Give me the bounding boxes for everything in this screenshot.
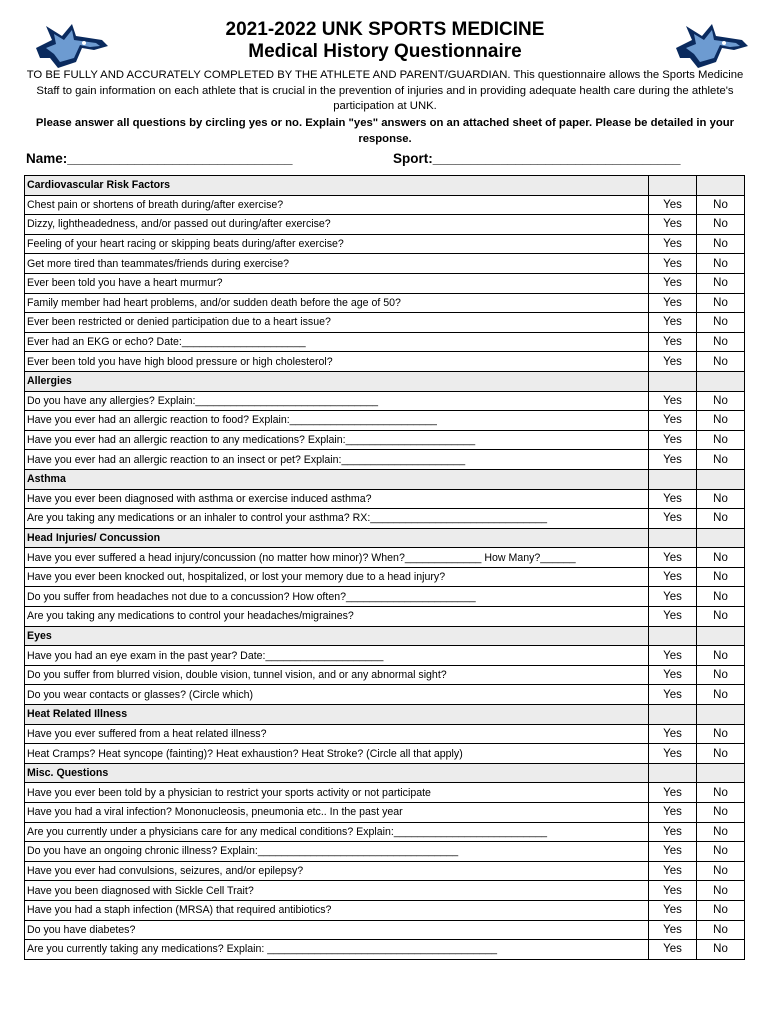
answer-yes[interactable]: Yes bbox=[649, 234, 697, 254]
question-row bbox=[25, 803, 745, 823]
answer-yes[interactable]: Yes bbox=[649, 940, 697, 960]
answer-yes[interactable]: Yes bbox=[649, 665, 697, 685]
question-row bbox=[25, 881, 745, 901]
question-text: Ever been told you have a heart murmur? bbox=[25, 273, 649, 293]
answer-yes[interactable]: Yes bbox=[649, 430, 697, 450]
question-row bbox=[25, 567, 745, 587]
answer-no[interactable]: No bbox=[697, 567, 745, 587]
answer-yes[interactable]: Yes bbox=[649, 685, 697, 705]
answer-yes[interactable]: Yes bbox=[649, 254, 697, 274]
answer-no[interactable]: No bbox=[697, 940, 745, 960]
question-row bbox=[25, 724, 745, 744]
question-row bbox=[25, 920, 745, 940]
answer-yes[interactable]: Yes bbox=[649, 587, 697, 607]
question-row bbox=[25, 234, 745, 254]
question-text: Ever had an EKG or echo? Date:_____________________ bbox=[25, 332, 649, 352]
answer-no[interactable]: No bbox=[697, 724, 745, 744]
answer-no[interactable]: No bbox=[697, 293, 745, 313]
question-text: Dizzy, lightheadedness, and/or passed out during/after exercise? bbox=[25, 215, 649, 235]
instructions-text: Please answer all questions by circling yes or no. Explain "yes" answers on an attached sheet of paper. Please be detailed in your response. bbox=[35, 117, 735, 145]
question-text: Have you ever had an allergic reaction to any medications? Explain:______________________ bbox=[25, 430, 649, 450]
question-text: Do you have any allergies? Explain:_______________________________ bbox=[25, 391, 649, 411]
answer-no[interactable]: No bbox=[697, 900, 745, 920]
question-row bbox=[25, 430, 745, 450]
question-text: Have you ever had an allergic reaction to an insect or pet? Explain:_____________________ bbox=[25, 450, 649, 470]
name-field[interactable]: Name:______________________________ bbox=[26, 151, 293, 166]
answer-yes[interactable]: Yes bbox=[649, 391, 697, 411]
answer-yes[interactable]: Yes bbox=[649, 215, 697, 235]
answer-no[interactable]: No bbox=[697, 744, 745, 764]
question-row bbox=[25, 842, 745, 862]
section-title: Heat Related Illness bbox=[25, 705, 649, 725]
section-blank-cell bbox=[649, 528, 697, 548]
answer-no[interactable]: No bbox=[697, 352, 745, 372]
question-row bbox=[25, 313, 745, 333]
question-row bbox=[25, 783, 745, 803]
answer-no[interactable]: No bbox=[697, 842, 745, 862]
question-row bbox=[25, 822, 745, 842]
section-title: Cardiovascular Risk Factors bbox=[25, 176, 649, 196]
answer-no[interactable]: No bbox=[697, 273, 745, 293]
section-header-row bbox=[25, 176, 745, 196]
answer-no[interactable]: No bbox=[697, 234, 745, 254]
answer-no[interactable]: No bbox=[697, 646, 745, 666]
answer-yes[interactable]: Yes bbox=[649, 900, 697, 920]
question-text: Do you wear contacts or glasses? (Circle which) bbox=[25, 685, 649, 705]
question-row bbox=[25, 254, 745, 274]
question-row bbox=[25, 352, 745, 372]
answer-yes[interactable]: Yes bbox=[649, 783, 697, 803]
question-row bbox=[25, 215, 745, 235]
question-row bbox=[25, 665, 745, 685]
answer-no[interactable]: No bbox=[697, 489, 745, 509]
question-row bbox=[25, 861, 745, 881]
question-row bbox=[25, 332, 745, 352]
section-title: Eyes bbox=[25, 626, 649, 646]
section-header-row bbox=[25, 528, 745, 548]
answer-yes[interactable]: Yes bbox=[649, 881, 697, 901]
title-line-1: 2021-2022 UNK SPORTS MEDICINE bbox=[225, 19, 545, 40]
section-blank-cell bbox=[649, 176, 697, 196]
sport-field[interactable]: Sport:_________________________________ bbox=[393, 151, 681, 166]
answer-yes[interactable]: Yes bbox=[649, 842, 697, 862]
question-text: Are you currently under a physicians care for any medical conditions? Explain:__________________________ bbox=[25, 822, 649, 842]
questionnaire-table bbox=[24, 175, 745, 960]
question-text: Have you ever been told by a physician to restrict your sports activity or not participate bbox=[25, 783, 649, 803]
question-row bbox=[25, 293, 745, 313]
question-text: Are you taking any medications or an inhaler to control your asthma? RX:______________________________ bbox=[25, 509, 649, 529]
answer-no[interactable]: No bbox=[697, 313, 745, 333]
answer-yes[interactable]: Yes bbox=[649, 450, 697, 470]
question-text: Have you ever had convulsions, seizures, and/or epilepsy? bbox=[25, 861, 649, 881]
section-blank-cell bbox=[697, 176, 745, 196]
answer-no[interactable]: No bbox=[697, 332, 745, 352]
question-text: Heat Cramps? Heat syncope (fainting)? Heat exhaustion? Heat Stroke? (Circle all that apply) bbox=[25, 744, 649, 764]
section-title: Head Injuries/ Concussion bbox=[25, 528, 649, 548]
section-header-row bbox=[25, 626, 745, 646]
questionnaire-body bbox=[25, 176, 745, 960]
question-text: Have you had a viral infection? Mononucleosis, pneumonia etc.. In the past year bbox=[25, 803, 649, 823]
question-row bbox=[25, 489, 745, 509]
section-blank-cell bbox=[649, 763, 697, 783]
answer-no[interactable]: No bbox=[697, 509, 745, 529]
answer-yes[interactable]: Yes bbox=[649, 646, 697, 666]
question-text: Chest pain or shortens of breath during/after exercise? bbox=[25, 195, 649, 215]
answer-yes[interactable]: Yes bbox=[649, 822, 697, 842]
answer-no[interactable]: No bbox=[697, 548, 745, 568]
question-text: Do you have an ongoing chronic illness? Explain:__________________________________ bbox=[25, 842, 649, 862]
section-title: Allergies bbox=[25, 371, 649, 391]
section-header-row bbox=[25, 763, 745, 783]
title-line-2: Medical History Questionnaire bbox=[248, 41, 522, 62]
question-row bbox=[25, 607, 745, 627]
question-row bbox=[25, 195, 745, 215]
section-blank-cell bbox=[649, 626, 697, 646]
section-blank-cell bbox=[649, 469, 697, 489]
answer-yes[interactable]: Yes bbox=[649, 273, 697, 293]
answer-no[interactable]: No bbox=[697, 861, 745, 881]
answer-yes[interactable]: Yes bbox=[649, 313, 697, 333]
question-text: Have you ever been knocked out, hospitalized, or lost your memory due to a head injury? bbox=[25, 567, 649, 587]
question-row bbox=[25, 744, 745, 764]
question-text: Have you had an eye exam in the past year? Date:____________________ bbox=[25, 646, 649, 666]
answer-yes[interactable]: Yes bbox=[649, 352, 697, 372]
answer-no[interactable]: No bbox=[697, 215, 745, 235]
question-row bbox=[25, 685, 745, 705]
question-text: Feeling of your heart racing or skipping beats during/after exercise? bbox=[25, 234, 649, 254]
question-text: Family member had heart problems, and/or sudden death before the age of 50? bbox=[25, 293, 649, 313]
intro-text: TO BE FULLY AND ACCURATELY COMPLETED BY THE ATHLETE AND PARENT/GUARDIAN. This questionnaire allows the Sports Medicine Staff to gain information on each athlete that is crucial in the prevention of injuries and in providing adequate health care during the athlete's participation at UNK. bbox=[26, 69, 744, 112]
question-row bbox=[25, 548, 745, 568]
answer-no[interactable]: No bbox=[697, 803, 745, 823]
question-text: Ever been told you have high blood pressure or high cholesterol? bbox=[25, 352, 649, 372]
section-blank-cell bbox=[697, 528, 745, 548]
answer-yes[interactable]: Yes bbox=[649, 195, 697, 215]
answer-yes[interactable]: Yes bbox=[649, 332, 697, 352]
answer-no[interactable]: No bbox=[697, 450, 745, 470]
question-text: Ever been restricted or denied participation due to a heart issue? bbox=[25, 313, 649, 333]
answer-no[interactable]: No bbox=[697, 665, 745, 685]
section-blank-cell bbox=[697, 469, 745, 489]
question-row bbox=[25, 273, 745, 293]
answer-no[interactable]: No bbox=[697, 685, 745, 705]
answer-no[interactable]: No bbox=[697, 920, 745, 940]
section-header-row bbox=[25, 469, 745, 489]
answer-yes[interactable]: Yes bbox=[649, 567, 697, 587]
question-text: Have you had a staph infection (MRSA) that required antibiotics? bbox=[25, 900, 649, 920]
question-text: Have you ever suffered from a heat related illness? bbox=[25, 724, 649, 744]
answer-no[interactable]: No bbox=[697, 822, 745, 842]
question-row bbox=[25, 391, 745, 411]
section-blank-cell bbox=[697, 371, 745, 391]
question-row bbox=[25, 646, 745, 666]
section-blank-cell bbox=[649, 705, 697, 725]
question-text: Have you been diagnosed with Sickle Cell Trait? bbox=[25, 881, 649, 901]
question-text: Have you ever suffered a head injury/concussion (no matter how minor)? When?_____________ How Many?______ bbox=[25, 548, 649, 568]
section-blank-cell bbox=[697, 763, 745, 783]
answer-yes[interactable]: Yes bbox=[649, 489, 697, 509]
question-row bbox=[25, 900, 745, 920]
answer-no[interactable]: No bbox=[697, 391, 745, 411]
answer-no[interactable]: No bbox=[697, 783, 745, 803]
answer-no[interactable]: No bbox=[697, 411, 745, 431]
question-row bbox=[25, 450, 745, 470]
answer-yes[interactable]: Yes bbox=[649, 724, 697, 744]
section-blank-cell bbox=[697, 626, 745, 646]
question-text: Do you suffer from blurred vision, double vision, tunnel vision, and or any abnormal sight? bbox=[25, 665, 649, 685]
section-blank-cell bbox=[697, 705, 745, 725]
answer-no[interactable]: No bbox=[697, 881, 745, 901]
answer-yes[interactable]: Yes bbox=[649, 548, 697, 568]
question-row bbox=[25, 587, 745, 607]
answer-yes[interactable]: Yes bbox=[649, 411, 697, 431]
question-text: Get more tired than teammates/friends during exercise? bbox=[25, 254, 649, 274]
answer-no[interactable]: No bbox=[697, 195, 745, 215]
question-row bbox=[25, 940, 745, 960]
question-text: Do you have diabetes? bbox=[25, 920, 649, 940]
question-text: Do you suffer from headaches not due to a concussion? How often?______________________ bbox=[25, 587, 649, 607]
answer-no[interactable]: No bbox=[697, 254, 745, 274]
section-title: Asthma bbox=[25, 469, 649, 489]
section-title: Misc. Questions bbox=[25, 763, 649, 783]
answer-yes[interactable]: Yes bbox=[649, 744, 697, 764]
answer-yes[interactable]: Yes bbox=[649, 607, 697, 627]
question-text: Have you ever been diagnosed with asthma or exercise induced asthma? bbox=[25, 489, 649, 509]
answer-yes[interactable]: Yes bbox=[649, 293, 697, 313]
answer-yes[interactable]: Yes bbox=[649, 861, 697, 881]
question-text: Are you currently taking any medications? Explain: _______________________________________ bbox=[25, 940, 649, 960]
answer-yes[interactable]: Yes bbox=[649, 803, 697, 823]
section-header-row bbox=[25, 371, 745, 391]
section-blank-cell bbox=[649, 371, 697, 391]
answer-yes[interactable]: Yes bbox=[649, 509, 697, 529]
answer-yes[interactable]: Yes bbox=[649, 920, 697, 940]
question-row bbox=[25, 509, 745, 529]
question-row bbox=[25, 411, 745, 431]
page-title bbox=[0, 19, 770, 63]
question-text: Are you taking any medications to control your headaches/migraines? bbox=[25, 607, 649, 627]
question-text: Have you ever had an allergic reaction to food? Explain:_________________________ bbox=[25, 411, 649, 431]
section-header-row bbox=[25, 705, 745, 725]
answer-no[interactable]: No bbox=[697, 587, 745, 607]
answer-no[interactable]: No bbox=[697, 607, 745, 627]
answer-no[interactable]: No bbox=[697, 430, 745, 450]
